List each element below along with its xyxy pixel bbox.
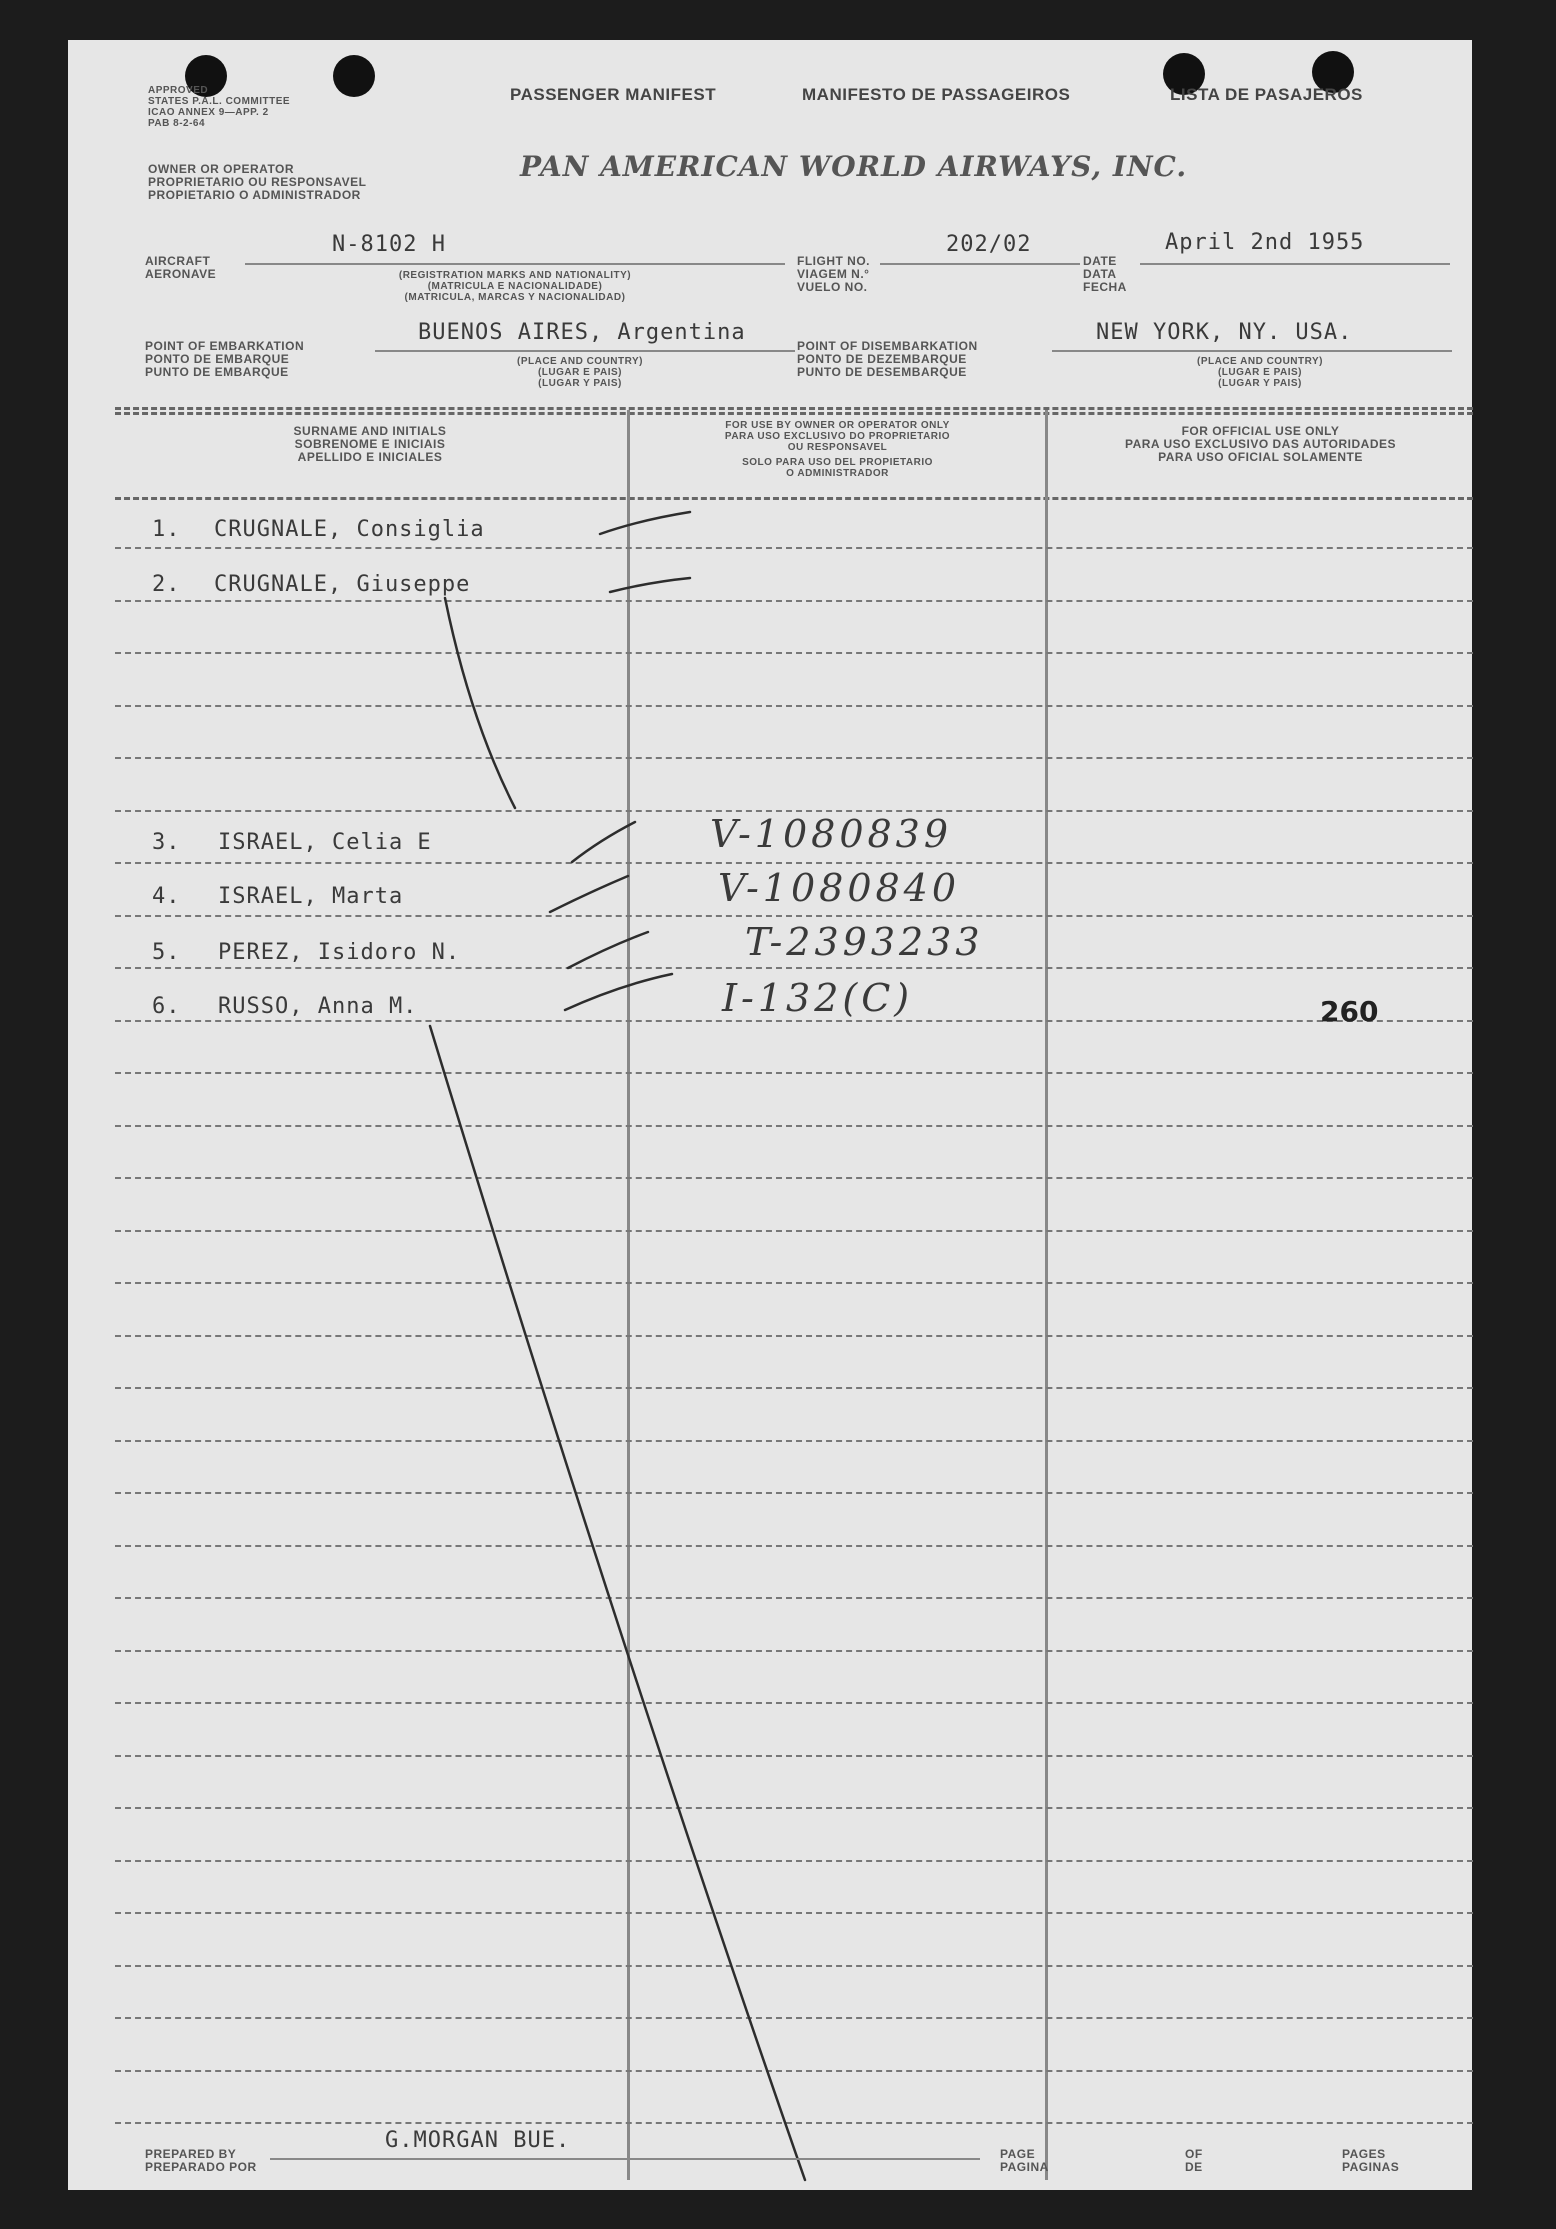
column-header-line: APELLIDO E INICIALES bbox=[297, 450, 443, 464]
disembarkation-label-line: POINT OF DISEMBARKATION bbox=[797, 339, 978, 353]
check-mark bbox=[610, 578, 690, 592]
title-es: LISTA DE PASAJEROS bbox=[1170, 85, 1363, 104]
embarkation-sublabel-line: (LUGAR Y PAIS) bbox=[538, 378, 622, 389]
pages-label-line: PAGINAS bbox=[1342, 2160, 1400, 2174]
embarkation-sublabel-line: (PLACE AND COUNTRY) bbox=[517, 356, 643, 367]
prepared-by-label bbox=[145, 2148, 257, 2174]
disembarkation-sublabel-line: (PLACE AND COUNTRY) bbox=[1197, 356, 1323, 367]
column-header-line: SOLO PARA USO DEL PROPIETARIO bbox=[742, 457, 933, 468]
title-en: PASSENGER MANIFEST bbox=[510, 85, 717, 104]
disembarkation-sublabel-line: (LUGAR Y PAIS) bbox=[1218, 378, 1302, 389]
page-label-line: PAGINA bbox=[1000, 2160, 1049, 2174]
aircraft-label-line: AIRCRAFT bbox=[145, 254, 211, 268]
passenger-name: ISRAEL, Marta bbox=[218, 884, 404, 909]
column-header-line: OU RESPONSAVEL bbox=[787, 442, 888, 453]
title-pt: MANIFESTO DE PASSAGEIROS bbox=[802, 85, 1071, 104]
of-label-line: OF bbox=[1185, 2147, 1203, 2161]
prepared-by-label-line: PREPARADO POR bbox=[145, 2160, 257, 2174]
owner-label-line: PROPIETARIO O ADMINISTRADOR bbox=[148, 188, 361, 202]
aircraft-sublabel-line: (REGISTRATION MARKS AND NATIONALITY) bbox=[398, 270, 632, 281]
passenger-num: 5. bbox=[152, 940, 181, 965]
aircraft-sublabel-line: (MATRICULA E NACIONALIDADE) bbox=[427, 281, 603, 292]
aircraft-value: N-8102 H bbox=[332, 232, 446, 257]
passenger-num: 3. bbox=[152, 830, 181, 855]
disembarkation-label-line: PONTO DE DEZEMBARQUE bbox=[797, 352, 967, 366]
date-label-line: FECHA bbox=[1083, 280, 1127, 294]
passenger-name: CRUGNALE, Consiglia bbox=[214, 517, 485, 542]
column-header-line: PARA USO EXCLUSIVO DO PROPRIETARIO bbox=[724, 431, 951, 442]
strike-line bbox=[430, 1026, 805, 2180]
column-header-line: FOR USE BY OWNER OR OPERATOR ONLY bbox=[725, 420, 950, 431]
column-header-line: SOBRENOME E INICIAIS bbox=[294, 437, 446, 451]
check-mark bbox=[565, 974, 672, 1010]
embarkation-label-line: POINT OF EMBARKATION bbox=[145, 339, 305, 353]
strike-line bbox=[445, 598, 515, 808]
stamp-number: 260 bbox=[1320, 995, 1379, 1028]
page-label-line: PAGE bbox=[1000, 2147, 1036, 2161]
passenger-name: PEREZ, Isidoro N. bbox=[218, 940, 461, 965]
embarkation-value: BUENOS AIRES, Argentina bbox=[418, 320, 746, 345]
check-mark bbox=[572, 822, 635, 862]
approval-line: STATES P.A.L. COMMITTEE bbox=[148, 96, 291, 107]
prepared-by-label-line: PREPARED BY bbox=[145, 2147, 237, 2161]
embarkation-sublabel-line: (LUGAR E PAIS) bbox=[537, 367, 623, 378]
approval-line: PAB 8-2-64 bbox=[148, 118, 206, 129]
check-mark bbox=[550, 876, 628, 912]
column-header-line: O ADMINISTRADOR bbox=[786, 468, 889, 479]
embarkation-label-line: PUNTO DE EMBARQUE bbox=[145, 365, 289, 379]
passenger-visa-note: V-1080839 bbox=[710, 812, 953, 856]
approval-line: ICAO ANNEX 9—APP. 2 bbox=[148, 107, 269, 118]
passenger-name: CRUGNALE, Giuseppe bbox=[214, 572, 471, 597]
date-label-line: DATE bbox=[1083, 254, 1117, 268]
check-mark bbox=[568, 932, 648, 968]
approval-line: APPROVED bbox=[148, 85, 209, 96]
passenger-num: 4. bbox=[152, 884, 181, 909]
column-header-line: PARA USO OFICIAL SOLAMENTE bbox=[1158, 450, 1363, 464]
column-header-line: PARA USO EXCLUSIVO DAS AUTORIDADES bbox=[1124, 437, 1397, 451]
date-value: April 2nd 1955 bbox=[1165, 230, 1365, 255]
date-label-line: DATA bbox=[1083, 267, 1117, 281]
airline-name: PAN AMERICAN WORLD AIRWAYS, INC. bbox=[520, 150, 1188, 183]
check-mark bbox=[600, 512, 690, 534]
prepared-by-underline bbox=[270, 2158, 980, 2160]
aircraft-label-line: AERONAVE bbox=[145, 267, 217, 281]
flight-label-line: VUELO NO. bbox=[797, 280, 868, 294]
of-label-line: DE bbox=[1185, 2160, 1203, 2174]
flight-label-line: FLIGHT NO. bbox=[797, 254, 870, 268]
pages-label-line: PAGES bbox=[1342, 2147, 1386, 2161]
disembarkation-sublabel-line: (LUGAR E PAIS) bbox=[1217, 367, 1303, 378]
flight-value: 202/02 bbox=[946, 232, 1032, 257]
pages-label bbox=[1342, 2148, 1399, 2174]
passenger-num: 2. bbox=[152, 572, 181, 597]
passenger-visa-note: I-132(C) bbox=[722, 976, 914, 1020]
prepared-by-value: G.MORGAN BUE. bbox=[385, 2128, 571, 2153]
passenger-visa-note: T-2393233 bbox=[745, 920, 984, 964]
embarkation-label-line: PONTO DE EMBARQUE bbox=[145, 352, 290, 366]
flight-label-line: VIAGEM N.° bbox=[797, 267, 870, 281]
passenger-visa-note: V-1080840 bbox=[718, 866, 961, 910]
owner-label-line: OWNER OR OPERATOR bbox=[148, 162, 295, 176]
passenger-num: 6. bbox=[152, 994, 181, 1019]
owner-label-line: PROPRIETARIO OU RESPONSAVEL bbox=[148, 175, 367, 189]
of-label bbox=[1185, 2148, 1203, 2174]
passenger-name: ISRAEL, Celia E bbox=[218, 830, 432, 855]
column-header-line: FOR OFFICIAL USE ONLY bbox=[1181, 424, 1340, 438]
column-header-line: SURNAME AND INITIALS bbox=[293, 424, 447, 438]
passenger-num: 1. bbox=[152, 517, 181, 542]
passenger-name: RUSSO, Anna M. bbox=[218, 994, 418, 1019]
aircraft-sublabel-line: (MATRICULA, MARCAS Y NACIONALIDAD) bbox=[404, 292, 626, 303]
disembarkation-label-line: PUNTO DE DESEMBARQUE bbox=[797, 365, 967, 379]
disembarkation-value: NEW YORK, NY. USA. bbox=[1096, 320, 1353, 345]
page-label bbox=[1000, 2148, 1049, 2174]
